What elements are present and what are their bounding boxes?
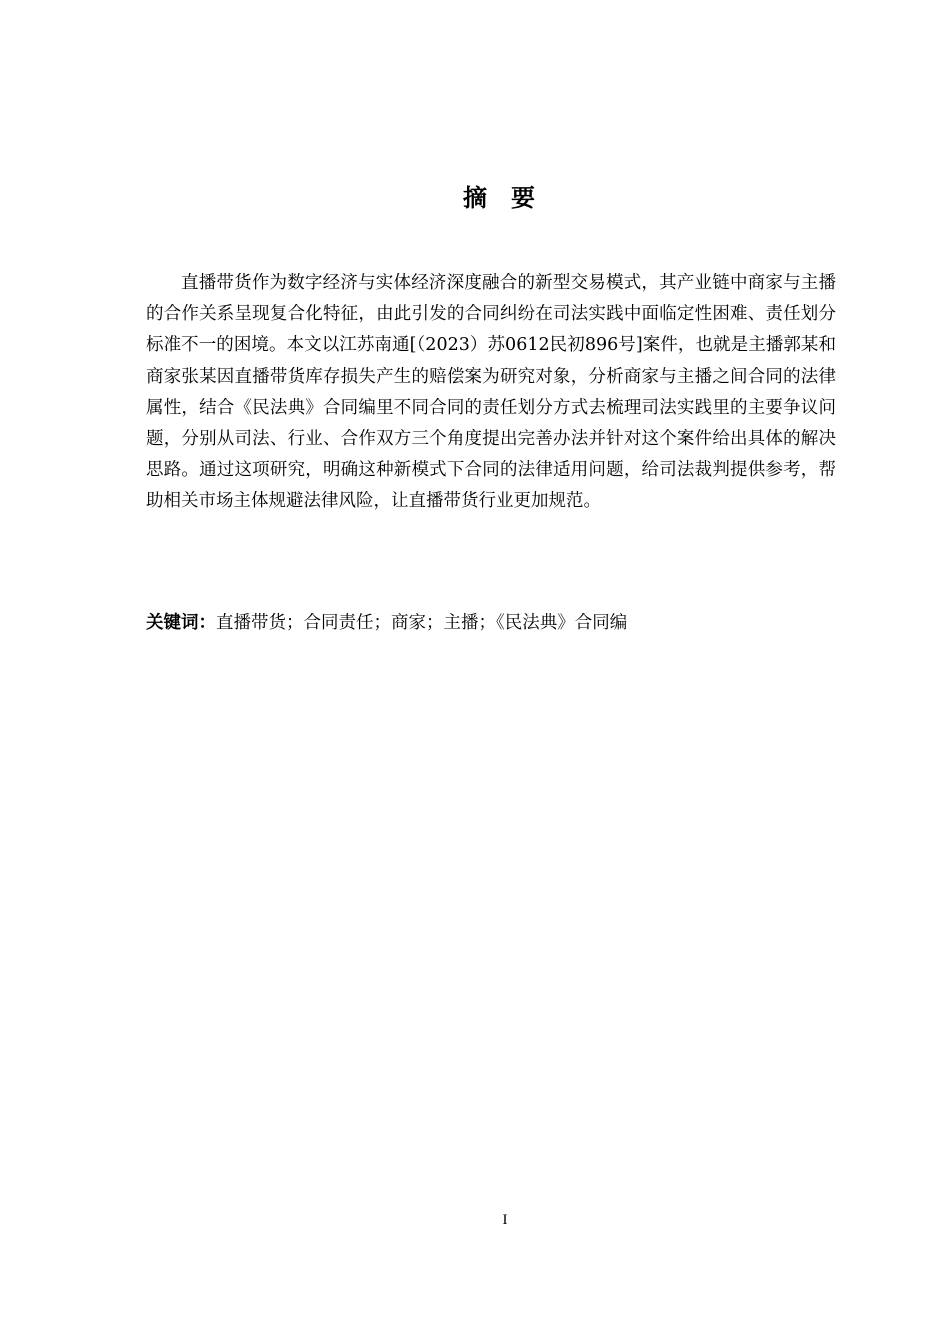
keywords-text: 直播带货；合同责任；商家；主播；《民法典》合同编 [216, 613, 628, 633]
keywords-label: 关键词： [146, 613, 216, 633]
page-title: 摘要 [463, 184, 559, 212]
abstract-paragraph: 直播带货作为数字经济与实体经济深度融合的新型交易模式，其产业链中商家与主播的合作关系呈现复合化特征，由此引发的合同纠纷在司法实践中面临定性困难、责任划分标准不一的困境。本文以江苏南通[（2023）苏0612民初896号]案件，也就是主播郭某和商家张某因直播带货库存损失产生的赔偿案为研究对象，分析商家与主播之间合同的法律属性，结合《民法典》合同编里不同合同的责任划分方式去梳理司法实践里的主要争议问题，分别从司法、行业、合作双方三个角度提出完善办法并针对这个案件给出具体的解决思路。通过这项研究，明确这种新模式下合同的法律适用问题，给司法裁判提供参考，帮助相关市场主体规避法律风险，让直播带货行业更加规范。 [146, 273, 836, 512]
page-number: I [502, 1212, 508, 1228]
keywords-line [146, 608, 836, 639]
